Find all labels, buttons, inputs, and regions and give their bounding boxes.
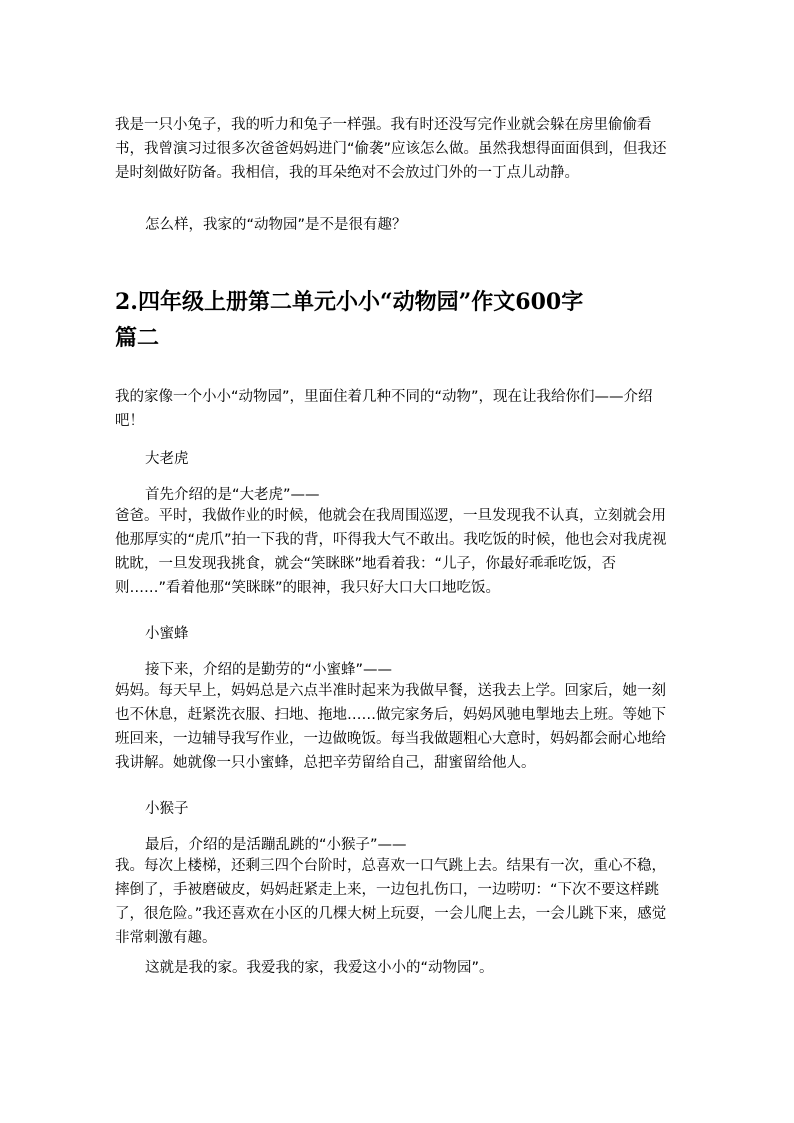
lead-monkey: 最后，介绍的是活蹦乱跳的“小猴子”—— xyxy=(145,837,407,853)
body-bee: 妈妈。每天早上，妈妈总是六点半准时起来为我做早餐，送我去上学。回家后，她一刻也不休息，赶紧洗衣服、扫地、拖地……做完家务后，妈妈风驰电掣地去上班。等她下班回来，一边辅导我写作业，一边做晚饭。每当我做题粗心大意时，妈妈都会耐心地给我讲解。她就像一只小蜜蜂，总把辛劳留给自己，甜蜜留给他人。 xyxy=(115,683,666,771)
body-monkey: 我。每次上楼梯，还剩三四个台阶时，总喜欢一口气跳上去。结果有一次，重心不稳，摔倒了，手被磨破皮，妈妈赶紧走上来，一边包扎伤口，一边唠叨：“下次不要这样跳了，很危险。”我还喜欢在小区的几棵大树上玩耍，一会儿爬上去，一会儿跳下来，感觉非常刺激有趣。 xyxy=(115,858,667,946)
subtitle-monkey: 小猴子 xyxy=(145,801,189,817)
ending-paragraph: 这就是我的家。我爱我的家，我爱这小小的“动物园”。 xyxy=(145,960,494,976)
intro-paragraph: 我的家像一个小小“动物园”，里面住着几种不同的“动物”，现在让我给你们——介绍吧！ xyxy=(115,389,653,429)
subtitle-tiger: 大老虎 xyxy=(145,451,189,467)
lead-tiger: 首先介绍的是“大老虎”—— xyxy=(145,487,320,503)
heading-line2: 篇二 xyxy=(115,325,160,351)
section-heading xyxy=(115,284,715,356)
heading-line1: 2.四年级上册第二单元小小“动物园”作文600字 xyxy=(115,289,584,315)
top-paragraph: 我是一只小兔子，我的听力和兔子一样强。我有时还没写完作业就会躲在房里偷偷看书，我曾演习过很多次爸爸妈妈进门“偷袭”应该怎么做。虽然我想得面面俱到，但我还是时刻做好防备。我相信，我的耳朵绝对不会放过门外的一丁点儿动静。 xyxy=(115,117,667,181)
subtitle-bee: 小蜜蜂 xyxy=(145,626,189,642)
lead-bee: 接下来，介绍的是勤劳的“小蜜蜂”—— xyxy=(145,662,393,678)
body-tiger: 爸爸。平时，我做作业的时候，他就会在我周围巡逻，一旦发现我不认真，立刻就会用他那厚实的“虎爪”拍一下我的背，吓得我大气不敢出。我吃饭的时候，他也会对我虎视眈眈，一旦发现我挑食，就会“笑眯眯”地看着我：“儿子，你最好乖乖吃饭，否则……”看着他那“笑眯眯”的眼神，我只好大口大口地吃饭。 xyxy=(115,508,667,596)
top-question: 怎么样，我家的“动物园”是不是很有趣？ xyxy=(145,217,407,233)
